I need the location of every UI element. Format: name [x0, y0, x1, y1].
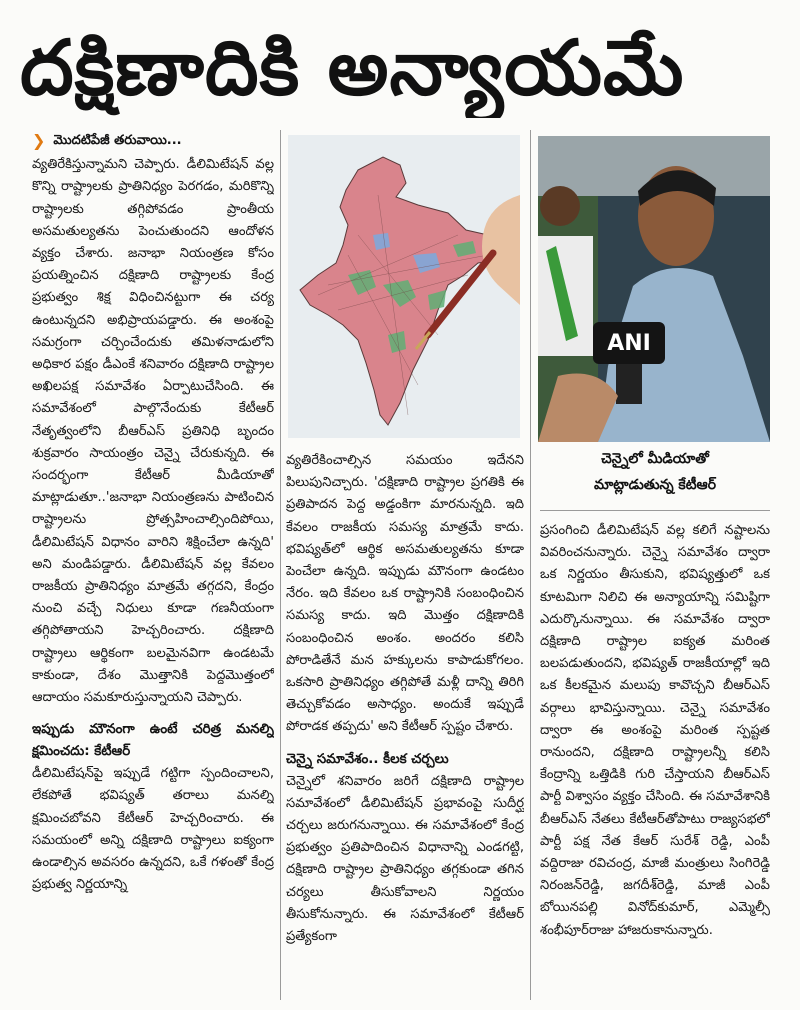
column-2-body: వ్యతిరేకించాల్సిన సమయం ఇదేనని పిలుపునిచ్చారు. 'దక్షిణాది రాష్ట్రాల ప్రగతికి ఈ ప్రతిపాదన పెద్ద అడ్డంకిగా మారనున్నది. ఇది కేవలం రాజకీయ సమస్య మాత్రమే కాదు. భవిష్యత్‌లో ఆర్థిక అసమతుల్యతను కూడా పెంచేలా ఉన్నది. ఇప్పుడు మౌనంగా ఉండటం నేరం. ఇది కేవలం ఒక రాష్ట్రానికి సంబంధించిన సమస్య కాదు. ఇది మొత్తం దక్షిణాదికి సంబంధించిన అంశం. అందరం కలిసి పోరాడితేనే మన హక్కులను కాపాడుకోగలం. ఒకసారి ప్రాతినిధ్యం తగ్గిపోతే మళ్లీ దాన్ని తిరిగి తెచ్చుకోవడం అసాధ్యం. అందుకే ఇప్పుడే పోరాడక తప్పదు' అని కేటీఆర్ స్పష్టం చేశారు. — [286, 453, 524, 735]
article-column-1 — [32, 130, 274, 1000]
column-divider — [280, 130, 281, 1000]
continuation-text: మొదటిపేజీ తరువాయి... — [53, 133, 182, 148]
india-map-svg — [288, 135, 520, 438]
caption-divider — [540, 510, 770, 511]
column-1-subheading: ఇప్పుడు మౌనంగా ఉంటే చరిత్ర మనల్ని క్షమించదు: కేటీఆర్ — [32, 722, 274, 760]
caption-line-2: మాట్లాడుతున్న కేటీఆర్ — [594, 477, 716, 493]
photo-svg — [538, 136, 770, 442]
photo-caption — [540, 446, 770, 498]
article-column-2 — [286, 450, 524, 1000]
column-2-subheading: చెన్నై సమావేశం.. కీలక చర్చలు — [286, 751, 449, 767]
column-3-body: ప్రసంగించి డీలిమిటేషన్ వల్ల కలిగే నష్టాలను వివరించనున్నారు. చెన్నై సమావేశం ద్వారా ఒక నిర్ణయం తీసుకుని, భవిష్యత్తులో ఒక కూటమిగా నిలిచి ఈ అన్యాయాన్ని సమిష్టిగా ఎదుర్కొనున్నాయి. ఈ సమావేశం ద్వారా దక్షిణాది రాష్ట్రాల ఐక్యత మరింత బలపడుతుందని, భవిష్యత్ రాజకీయాల్లో ఇది ఒక కీలకమైన మలుపు కావొచ్చని బీఆర్ఎస్ వర్గాలు భావిస్తున్నాయి. చెన్నై సమావేశం ద్వారా ఈ అంశంపై మరింత స్పష్టత రానుందని, దక్షిణాది రాష్ట్రాలన్నీ కలిసి కేంద్రాన్ని ఒత్తిడికి గురి చేస్తాయని బీఆర్ఎస్ పార్టీ విశ్వాసం వ్యక్తం చేసింది. ఈ సమావేశానికి బీఆర్ఎస్ నేతలు కేటీఆర్‌తోపాటు రాజ్యసభలో పార్టీ పక్ష నేత కేఆర్ సురేశ్ రెడ్డి, ఎంపీ వద్దిరాజు రవిచంద్ర, మాజీ మంత్రులు సింగిరెడ్డి నిరంజన్‌రెడ్డి, జగదీశ్‌రెడ్డి, మాజీ ఎంపీ బోయినపల్లి వినోద్‌కుమార్, ఎమ్మెల్సీ శంభీపూర్‌రాజు హాజరుకానున్నారు. — [540, 523, 770, 938]
column-1-body: వ్యతిరేకిస్తున్నామని చెప్పారు. డీలిమిటేషన్ వల్ల కొన్ని రాష్ట్రాలకు ప్రాతినిధ్యం పెరగడం, మరికొన్ని రాష్ట్రాలకు తగ్గిపోవడం ప్రాంతీయ అసమతుల్యతను పెంచుతుందని ఆందోళన వ్యక్తం చేశారు. జనాభా నియంత్రణ కోసం ప్రయత్నించిన దక్షిణాది రాష్ట్రాలకు కేంద్ర ప్రభుత్వం శిక్ష విధించినట్టుగా ఈ చర్య ఉంటున్నదని అభిప్రాయపడ్డారు. ఈ అంశంపై సమగ్రంగా చర్చించేందుకు తమిళనాడులోని అధికార పక్షం డీఎంకే శనివారం దక్షిణాది రాష్ట్రాల అఖిలపక్ష సమావేశం ఏర్పాటుచేసింది. ఈ సమావేశంలో పాల్గొనేందుకు కేటీఆర్ నేతృత్వంలోని బీఆర్ఎస్ ప్రతినిధి బృందం శుక్రవారం సాయంత్రం చెన్నై చేరుకున్నది. ఈ సందర్భంగా కేటీఆర్ మీడియాతో మాట్లాడుతూ..'జనాభా నియంత్రణను పాటించిన రాష్ట్రాలను ప్రోత్సహించాల్సిందిపోయి, డీలిమిటేషన్ విధానం వారిని శిక్షించేలా ఉన్నది' అని మండిపడ్డారు. డీలిమిటేషన్ వల్ల కేవలం రాజకీయ ప్రాతినిధ్యం మాత్రమే తగ్గదని, కేంద్రం నుంచి వచ్చే నిధులు కూడా గణనీయంగా తగ్గిపోతాయని హెచ్చరించారు. దక్షిణాది రాష్ట్రాలు ఆర్థికంగా బలమైనవిగా ఉండటమే కాకుండా, దేశం మొత్తానికి పెద్దమొత్తంలో ఆదాయం సమకూరుస్తున్నాయని చెప్పారు. — [32, 157, 274, 706]
column-divider — [530, 130, 531, 1000]
ktr-photo — [538, 136, 770, 442]
continuation-label — [32, 130, 274, 152]
column-2-body-2: చెన్నైలో శనివారం జరిగే దక్షిణాది రాష్ట్రాల సమావేశంలో డీలిమిటేషన్ ప్రభావంపై సుదీర్ఘ చర్చలు జరుగనున్నాయి. ఈ సమావేశంలో కేంద్ర ప్రభుత్వం ప్రతిపాదించిన విధానాన్ని ఎండగట్టి, దక్షిణాది రాష్ట్రాల ప్రాతినిధ్యం తగ్గకుండా తగిన చర్యలు తీసుకోవాలని నిర్ణయం తీసుకోనున్నారు. ఈ సమావేశంలో కేటీఆర్ ప్రత్యేకంగా — [286, 773, 524, 945]
caption-line-1: చెన్నైలో మీడియాతో — [601, 451, 709, 467]
article-column-3 — [540, 520, 770, 990]
india-map-image — [288, 135, 520, 438]
page-headline: దక్షిణాదికి అన్యాయమే — [20, 23, 685, 112]
chevron-right-icon: ❯ — [32, 131, 46, 150]
ani-mic-logo: ANI — [607, 331, 651, 356]
column-1-body-2: డీలిమిటేషన్‌పై ఇప్పుడే గట్టిగా స్పందించాలని, లేకపోతే భవిష్యత్ తరాలు మనల్ని క్షమించబోవని కేటీఆర్ హెచ్చరించారు. ఈ సమయంలో అన్ని దక్షిణాది రాష్ట్రాలు ఐక్యంగా ఉండాల్సిన అవసరం ఉన్నదని, ఒకే గళంతో కేంద్ర ప్రభుత్వ నిర్ణయాన్ని — [32, 766, 274, 893]
